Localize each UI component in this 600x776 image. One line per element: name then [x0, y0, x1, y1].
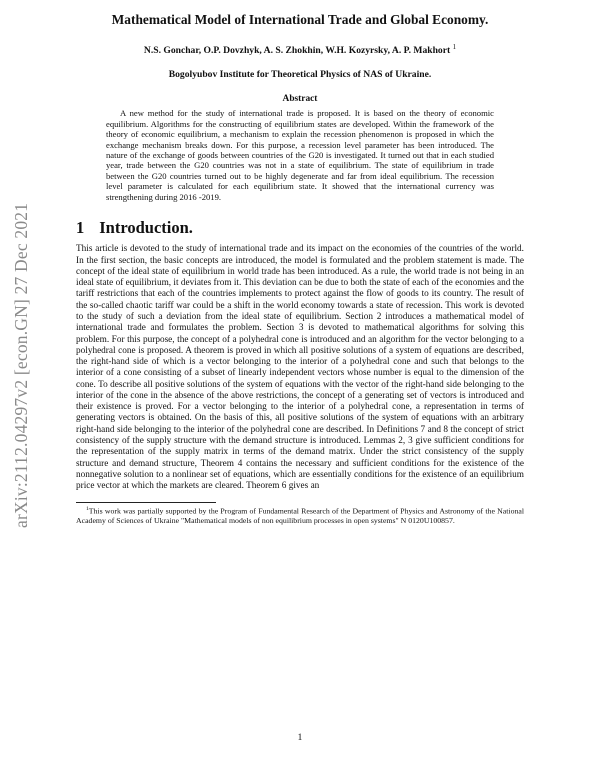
authors-text: N.S. Gonchar, O.P. Dovzhyk, A. S. Zhokhin, W.H. Kozyrsky, A. P. Makhort [143, 45, 451, 57]
author-footnote-mark: 1 [452, 43, 457, 51]
footnote [76, 505, 524, 525]
abstract-text: A new method for the study of international trade is proposed. It is based on the theory of economic equilibrium. Algorithms for the constructing of equilibrium states are developed. Within the framework of the theory of economic equilibrium, a mechanism to explain the recession phenomenon is proposed in which the exchange mechanism breaks down. For this purpose, a recession level parameter has been introduced. The nature of the exchange of goods between countries of the G20 is investigated. It turned out that in each studied year, trade between the G20 countries was not in a state of equilibrium. The state of equilibrium in trade between the G20 countries turned out to be highly degenerate and far from ideal equilibrium. The recession level parameter is calculated for each equilibrium state. It showed that the international currency was strengthening during 2016 -2019. [106, 108, 494, 202]
paper-page [76, 12, 524, 533]
section-number: 1 [76, 218, 85, 238]
page-number: 1 [297, 732, 303, 743]
arxiv-identifier: arXiv:2112.04297v2 [econ.GN] 27 Dec 2021 [11, 202, 31, 528]
author-list [76, 41, 524, 57]
footnote-mark: 1 [86, 505, 89, 512]
affiliation: Bogolyubov Institute for Theoretical Physics of NAS of Ukraine. [168, 69, 432, 81]
footnote-divider [76, 502, 216, 503]
abstract-heading: Abstract [282, 94, 318, 105]
introduction-paragraph: This article is devoted to the study of international trade and its impact on the economies of the countries of the world. In the first section, the basic concepts are introduced, the model is formulated and the problem statement is made. The concept of the ideal state of equilibrium in world trade has been introduced. As a rule, the world trade is not being in an ideal state of equilibrium, it deviates from it. This deviation can be due to both the state of each of the economies and the tariff restrictions that each of the countries implements to protect against the flow of goods to its country. The result of the so-called chaotic tariff war could be a shift in the world economy towards a state of recession. This work is devoted to the study of such a deviation from the ideal state of equilibrium. Section 2 introduces a mathematical model of international trade and formulates the problem. Section 3 is devoted to mathematical algorithms for solving this problem. For this purpose, the concept of a polyhedral cone is introduced and an algorithm for the vector belonging to a polyhedral cone is proposed. A theorem is proved in which all positive solutions of a system of equations are described, the right-hand side of which is a vector belonging to the interior of a polyhedral cone and such that belongs to the interior of a cone consisting of a subset of linearly independent vectors whose number is equal to the dimension of the cone. To describe all positive solutions of the system of equations with the vector of the right-hand side belonging to the interior of the cone in the absence of the above restrictions, the concept of a generating set of vectors is introduced and their existence is proved. For a vector belonging to the interior of a polyhedral cone, a representation in terms of generating vectors is obtained. On the basis of this, all positive solutions of the system of equations with an arbitrary right-hand side belonging to the interior of the polyhedral cone are described. In Definitions 7 and 8 the concept of strict consistency of the supply structure with the demand structure is introduced. Lemmas 2, 3 give sufficient conditions for the representation of the supply matrix in terms of the demand matrix. Under the strict consistency of the supply structure and demand structure, Theorem 4 contains the necessary and sufficient conditions for the existence of the nonnegative solution to a nonlinear set of equations, which are essentially conditions for the existence of an equilibrium price vector at which the markets are cleared. Theorem 6 gives an [76, 244, 524, 492]
section-heading [76, 218, 524, 238]
section-title: Introduction. [99, 218, 193, 238]
footnote-text: This work was partially supported by the Program of Fundamental Research of the Department of Physics and Astronomy of the National Academy of Sciences of Ukraine "Mathematical models of non equilibrium processes in open systems" N 0120U100857. [76, 506, 524, 525]
paper-title: Mathematical Model of International Trade and Global Economy. [111, 12, 489, 27]
